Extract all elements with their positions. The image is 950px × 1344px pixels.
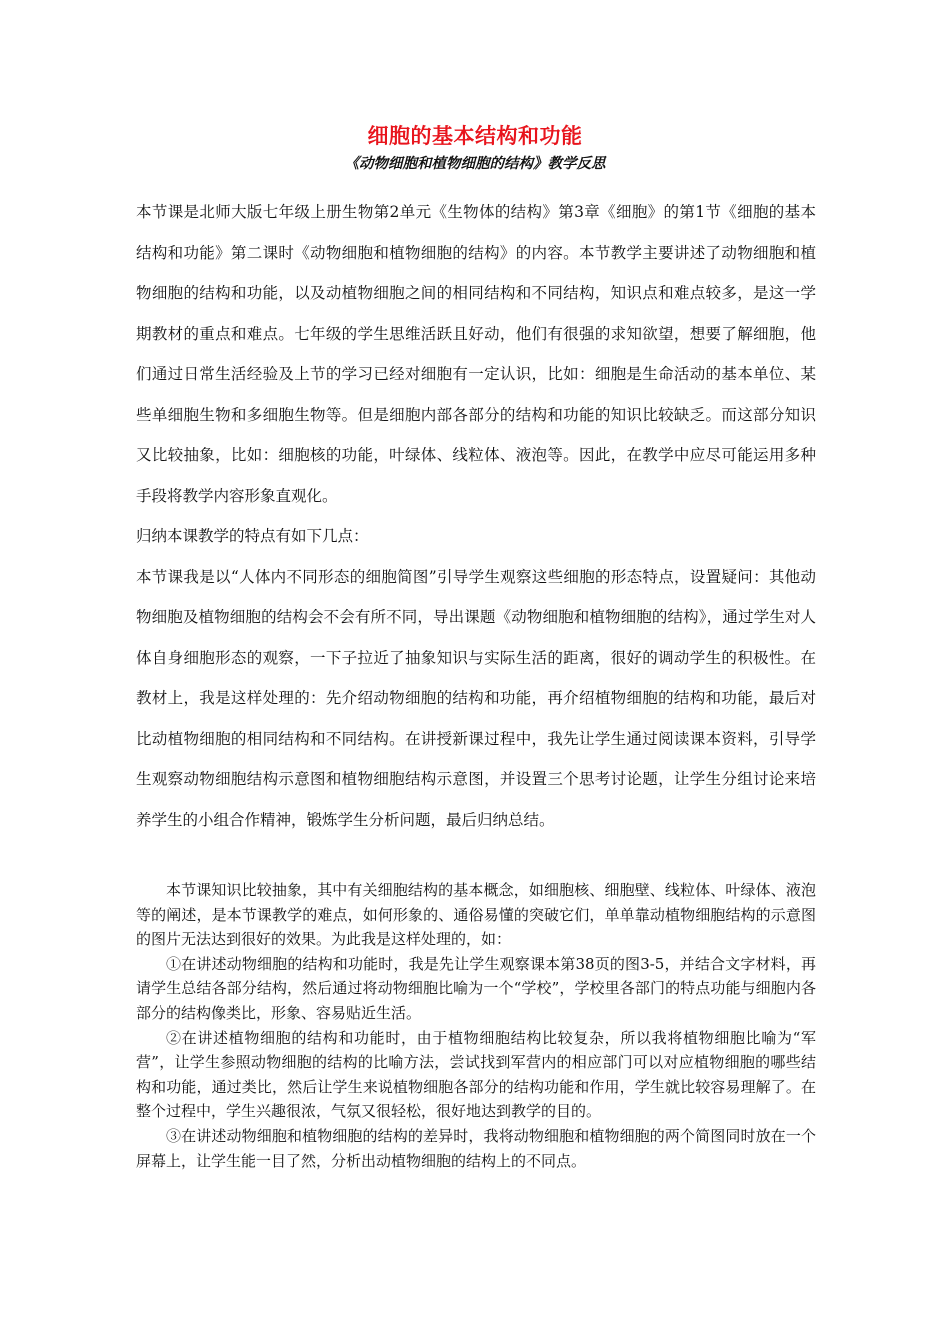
body-section-intro — [136, 192, 816, 840]
document-title: 细胞的基本结构和功能 — [367, 124, 583, 148]
paragraph-difficulty: 本节课知识比较抽象，其中有关细胞结构的基本概念，如细胞核、细胞壁、线粒体、叶绿体、液泡等的阐述，是本节课教学的难点，如何形象的、通俗易懂的突破它们，单单靠动植物细胞结构的示意图的图片无法达到很好的效果。为此我是这样处理的，如： — [136, 881, 816, 949]
paragraph-point-2: ②在讲述植物细胞的结构和功能时，由于植物细胞结构比较复杂，所以我将植物细胞比喻为“军营”，让学生参照动物细胞的结构的比喻方法，尝试找到军营内的相应部门可以对应植物细胞的哪些结构和功能，通过类比，然后让学生来说植物细胞各部分的结构功能和作用，学生就比较容易理解了。在整个过程中，学生兴趣很浓，气氛又很轻松，很好地达到教学的目的。 — [136, 1028, 816, 1121]
paragraph-features: 本节课我是以“人体内不同形态的细胞简图”引导学生观察这些细胞的形态特点，设置疑问：其他动物细胞及植物细胞的结构会不会有所不同，导出课题《动物细胞和植物细胞的结构》，通过学生对人体自身细胞形态的观察，一下子拉近了抽象知识与实际生活的距离，很好的调动学生的积极性。在教材上，我是这样处理的：先介绍动物细胞的结构和功能，再介绍植物细胞的结构和功能，最后对比动植物细胞的相同结构和不同结构。在讲授新课过程中，我先让学生通过阅读课本资料，引导学生观察动物细胞结构示意图和植物细胞结构示意图，并设置三个思考讨论题，让学生分组讨论来培养学生的小组合作精神，锻炼学生分析问题，最后归纳总结。 — [136, 567, 816, 829]
paragraph-point-3: ③在讲述动物细胞和植物细胞的结构的差异时，我将动物细胞和植物细胞的两个简图同时放在一个屏幕上，让学生能一目了然，分析出动植物细胞的结构上的不同点。 — [136, 1126, 816, 1170]
body-section-methods — [136, 878, 816, 1173]
paragraph-point-1: ①在讲述动物细胞的结构和功能时，我是先让学生观察课本第38页的图3-5，并结合文字材料，再请学生总结各部分结构，然后通过将动物细胞比喻为一个“学校”，学校里各部门的特点功能与细胞内各部分的结构像类比，形象、容易贴近生活。 — [136, 954, 816, 1022]
paragraph-summary-lead: 归纳本课教学的特点有如下几点： — [136, 527, 369, 545]
document-subtitle: 《动物细胞和植物细胞的结构》教学反思 — [344, 156, 606, 172]
paragraph-intro: 本节课是北师大版七年级上册生物第2单元《生物体的结构》第3章《细胞》的第1节《细胞的基本结构和功能》第二课时《动物细胞和植物细胞的结构》的内容。本节教学主要讲述了动物细胞和植物细胞的结构和功能，以及动植物细胞之间的相同结构和不同结构，知识点和难点较多，是这一学期教材的重点和难点。七年级的学生思维活跃且好动，他们有很强的求知欲望，想要了解细胞，他们通过日常生活经验及上节的学习已经对细胞有一定认识，比如：细胞是生命活动的基本单位、某些单细胞生物和多细胞生物等。但是细胞内部各部分的结构和功能的知识比较缺乏。而这部分知识又比较抽象，比如：细胞核的功能，叶绿体、线粒体、液泡等。因此，在教学中应尽可能运用多种手段将教学内容形象直观化。 — [136, 203, 816, 505]
